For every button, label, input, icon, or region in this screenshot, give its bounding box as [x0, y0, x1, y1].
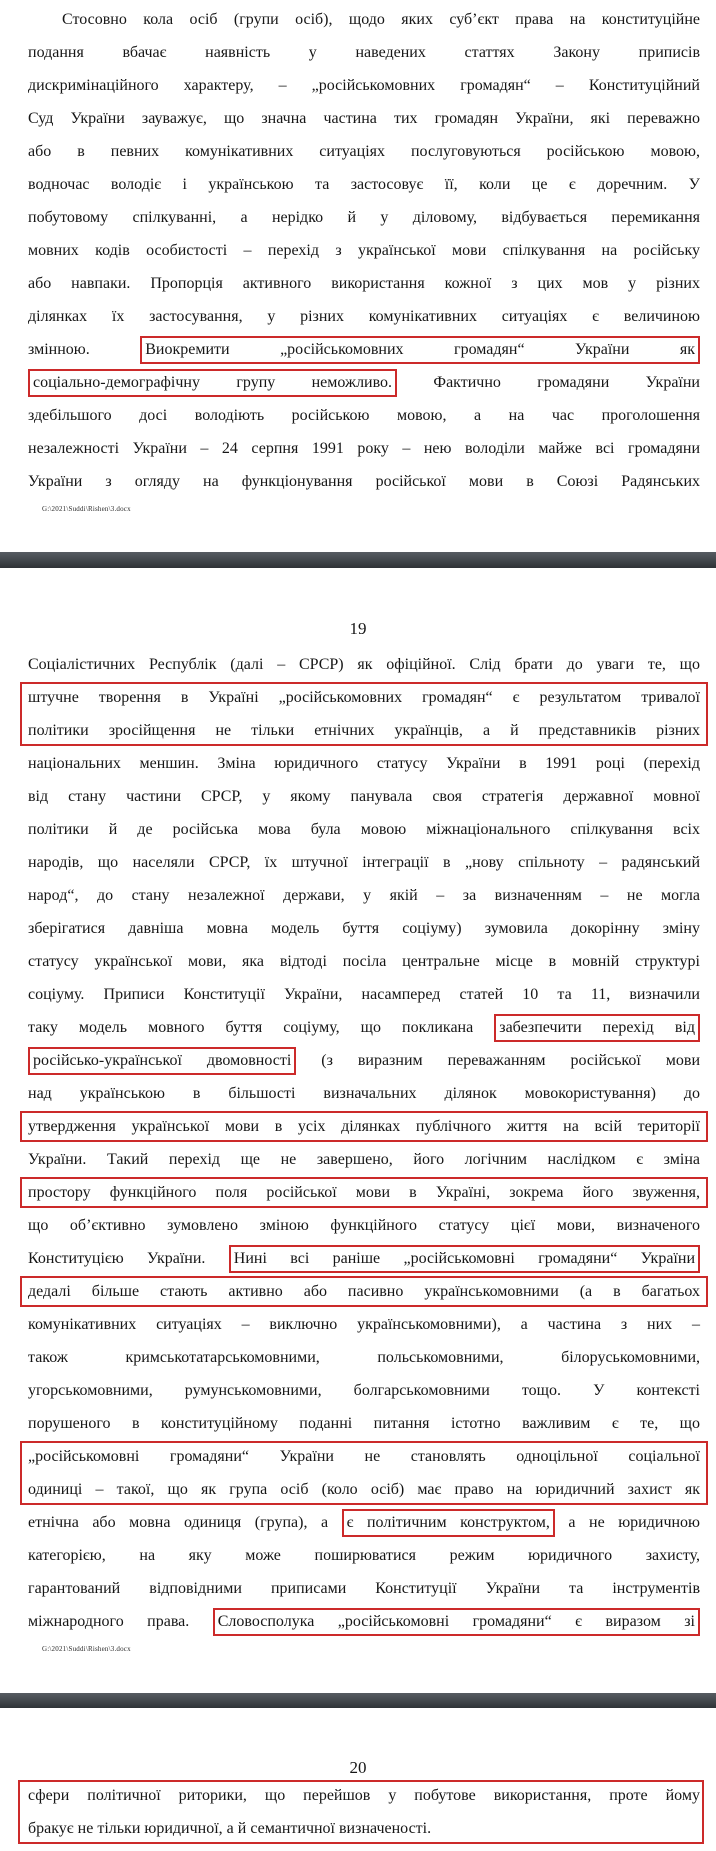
text-segment: простору функційного поля російської мови в Україні, зокрема його звуження, — [28, 1184, 700, 1201]
text-segment: комунікативних ситуаціях – виключно українськомовними), а частина з них – — [28, 1316, 700, 1333]
text-line — [28, 879, 700, 912]
text-line — [28, 234, 700, 267]
page-number-20: 20 — [349, 1758, 367, 1777]
text-line-highlighted — [28, 1110, 700, 1143]
text-line-highlighted — [28, 333, 700, 366]
red-highlight-box: Нині всі раніше „російськомовні громадяни“ України — [229, 1245, 700, 1273]
text-line-highlighted — [28, 1473, 700, 1506]
text-line-highlighted — [28, 1812, 700, 1845]
text-segment: дискримінаційного характеру, – „російськомовних громадян“ – Конституційний — [28, 77, 700, 94]
text-segment: що об’єктивно зумовлено зміною функційного статусу цієї мови, визначеного — [28, 1217, 700, 1234]
text-segment: побутовому спілкуванні, а нерідко й у діловому, відбувається перемикання — [28, 209, 700, 226]
text-line-highlighted — [28, 1242, 700, 1275]
text-line — [28, 201, 700, 234]
text-line — [28, 399, 700, 432]
text-line — [28, 747, 700, 780]
text-segment: гарантований відповідними приписами Конституції України та інструментів — [28, 1580, 700, 1597]
red-highlight-box: російсько-української двомовності — [28, 1047, 296, 1075]
text-segment: також кримськотатарськомовними, польськомовними, білоруськомовними, — [28, 1349, 700, 1366]
page-19-text-block — [28, 648, 700, 1638]
text-line — [28, 945, 700, 978]
document-page-18 — [0, 0, 716, 568]
red-highlight-box: Виокремити „російськомовних громадян“ України як — [140, 336, 700, 364]
text-segment: народів, що населяли СРСР, їх штучної інтеграції в „нову спільноту – радянський — [28, 854, 700, 871]
text-segment: таку модель мовного буття соціуму, що покликана — [28, 1019, 495, 1036]
text-line — [28, 1209, 700, 1242]
text-line — [28, 432, 700, 465]
text-segment: політики й де російська мова була мовою міжнаціонального спілкування всіх — [28, 821, 700, 838]
text-line-highlighted — [28, 1044, 700, 1077]
text-segment: зберігатися давніша мовна модель буття соціуму) зумовила докорінну зміну — [28, 920, 700, 937]
text-segment: категорією, на яку може поширюватися режим юридичного захисту, — [28, 1547, 700, 1564]
text-segment: водночас володіє і українською та застосовує її, коли це є доречним. У — [28, 176, 700, 193]
text-segment: над українською в більшості визначальних ділянок мовокористування) до — [28, 1085, 700, 1102]
page-20-text-block — [28, 1779, 700, 1845]
page-separator-band — [0, 1693, 716, 1708]
text-segment: Суд України зауважує, що значна частина тих громадян України, які переважно — [28, 110, 700, 127]
text-segment: бракує не тільки юридичної, а й семантичної визначеності. — [28, 1820, 432, 1837]
text-line — [28, 69, 700, 102]
text-line-highlighted — [28, 1440, 700, 1473]
text-segment: національних меншин. Зміна юридичного статусу України в 1991 році (перехід — [28, 755, 700, 772]
text-segment: „російськомовні громадяни“ України не становлять одноцільної соціальної — [28, 1448, 700, 1465]
text-segment: угорськомовними, румунськомовними, болгарськомовними тощо. У контексті — [28, 1382, 700, 1399]
text-line — [28, 168, 700, 201]
text-line — [28, 1143, 700, 1176]
text-line-highlighted — [28, 1779, 700, 1812]
text-line-highlighted — [28, 1605, 700, 1638]
text-line — [28, 1374, 700, 1407]
text-segment: Соціалістичних Республік (далі – СРСР) як офіційної. Слід брати до уваги те, що — [28, 656, 700, 673]
text-line — [28, 1077, 700, 1110]
text-line — [28, 300, 700, 333]
text-segment: а не юридичною — [554, 1514, 701, 1531]
document-page-19 — [0, 618, 716, 1708]
text-line — [28, 267, 700, 300]
text-line-highlighted — [28, 366, 700, 399]
document-page-20 — [0, 1757, 716, 1845]
text-segment: України. Такий перехід ще не завершено, його логічним наслідком є зміна — [28, 1151, 700, 1168]
text-line — [28, 780, 700, 813]
text-line — [28, 1572, 700, 1605]
text-line-highlighted — [28, 1275, 700, 1308]
text-segment: одиниці – такої, що як група осіб (коло осіб) має право на юридичний захист як — [28, 1481, 700, 1498]
text-line-highlighted — [28, 714, 700, 747]
text-segment: України з огляду на функціонування російської мови в Союзі Радянських — [28, 473, 700, 490]
text-segment: ділянках їх застосування, у різних комунікативних ситуаціях є величиною — [28, 308, 700, 325]
text-line — [28, 1308, 700, 1341]
text-segment: або в певних комунікативних ситуаціях послуговуються російською мовою, — [28, 143, 700, 160]
text-segment: подання вбачає наявність у наведених статтях Закону приписів — [28, 44, 700, 61]
text-segment: (з виразним переважанням російської мови — [296, 1052, 701, 1069]
text-line-highlighted — [28, 1011, 700, 1044]
text-segment: змінною. — [28, 341, 141, 358]
text-segment: сфери політичної риторики, що перейшов у побутове використання, проте йому — [28, 1787, 700, 1804]
text-segment: утвердження української мови в усіх ділянках публічного життя на всій території — [28, 1118, 700, 1135]
text-line — [28, 102, 700, 135]
text-line — [28, 1407, 700, 1440]
text-segment: порушеного в конституційному поданні питання істотно важливим є те, що — [28, 1415, 700, 1432]
text-line — [28, 1341, 700, 1374]
text-line — [28, 648, 700, 681]
red-highlight-box: забезпечити перехід від — [494, 1014, 700, 1042]
page-18-text-block — [28, 3, 700, 498]
text-segment: міжнародного права. — [28, 1613, 213, 1630]
text-line — [28, 36, 700, 69]
text-line — [28, 135, 700, 168]
text-line — [28, 813, 700, 846]
red-highlight-box: є політичним конструктом, — [342, 1509, 555, 1537]
red-highlight-box: Словосполука „російськомовні громадяни“ є виразом зі — [213, 1608, 700, 1636]
red-highlight-box: соціально-демографічну групу неможливо. — [28, 369, 397, 397]
text-segment: дедалі більше стають активно або пасивно українськомовними (а в багатьох — [28, 1283, 700, 1300]
text-line-highlighted — [28, 681, 700, 714]
text-segment: етнічна або мовна одиниця (група), а — [28, 1514, 342, 1531]
text-segment: або навпаки. Пропорція активного використання кожної з цих мов у різних — [28, 275, 700, 292]
text-segment: штучне творення в Україні „російськомовних громадян“ є результатом тривалої — [28, 689, 700, 706]
text-segment: здебільшого досі володіють російською мовою, а на час проголошення — [28, 407, 700, 424]
text-line — [28, 846, 700, 879]
text-line — [28, 3, 700, 36]
text-segment: Стосовно кола осіб (групи осіб), щодо яких суб’єкт права на конституційне — [62, 11, 700, 28]
text-line-highlighted — [28, 1506, 700, 1539]
text-line-highlighted — [28, 1176, 700, 1209]
text-segment: народ“, до стану незалежної держави, у якій – за визначенням – не могла — [28, 887, 700, 904]
page-separator-band — [0, 552, 716, 568]
file-path-footer: G:\2021\Suddi\Rishen\3.docx — [42, 505, 131, 513]
page-number-19: 19 — [349, 619, 367, 638]
text-line — [28, 912, 700, 945]
text-segment: мовних кодів особистості – перехід з української мови спілкування на російську — [28, 242, 700, 259]
text-segment: політики зросійщення не тільки етнічних українців, а й представників різних — [28, 722, 700, 739]
text-segment: Фактично громадяни України — [397, 374, 700, 391]
text-line — [28, 1539, 700, 1572]
text-line — [28, 465, 700, 498]
text-segment: статусу української мови, яка відтоді посіла центральне місце в мовній структурі — [28, 953, 700, 970]
text-segment: соціуму. Приписи Конституції України, насамперед статей 10 та 11, визначили — [28, 986, 700, 1003]
text-segment: від стану частини СРСР, у якому панувала своя стратегія державної мовної — [28, 788, 700, 805]
text-segment: незалежності України – 24 серпня 1991 року – нею володіли майже всі громадяни — [28, 440, 700, 457]
text-line — [28, 978, 700, 1011]
text-segment: Конституцією України. — [28, 1250, 229, 1267]
file-path-footer: G:\2021\Suddi\Rishen\3.docx — [42, 1645, 131, 1653]
